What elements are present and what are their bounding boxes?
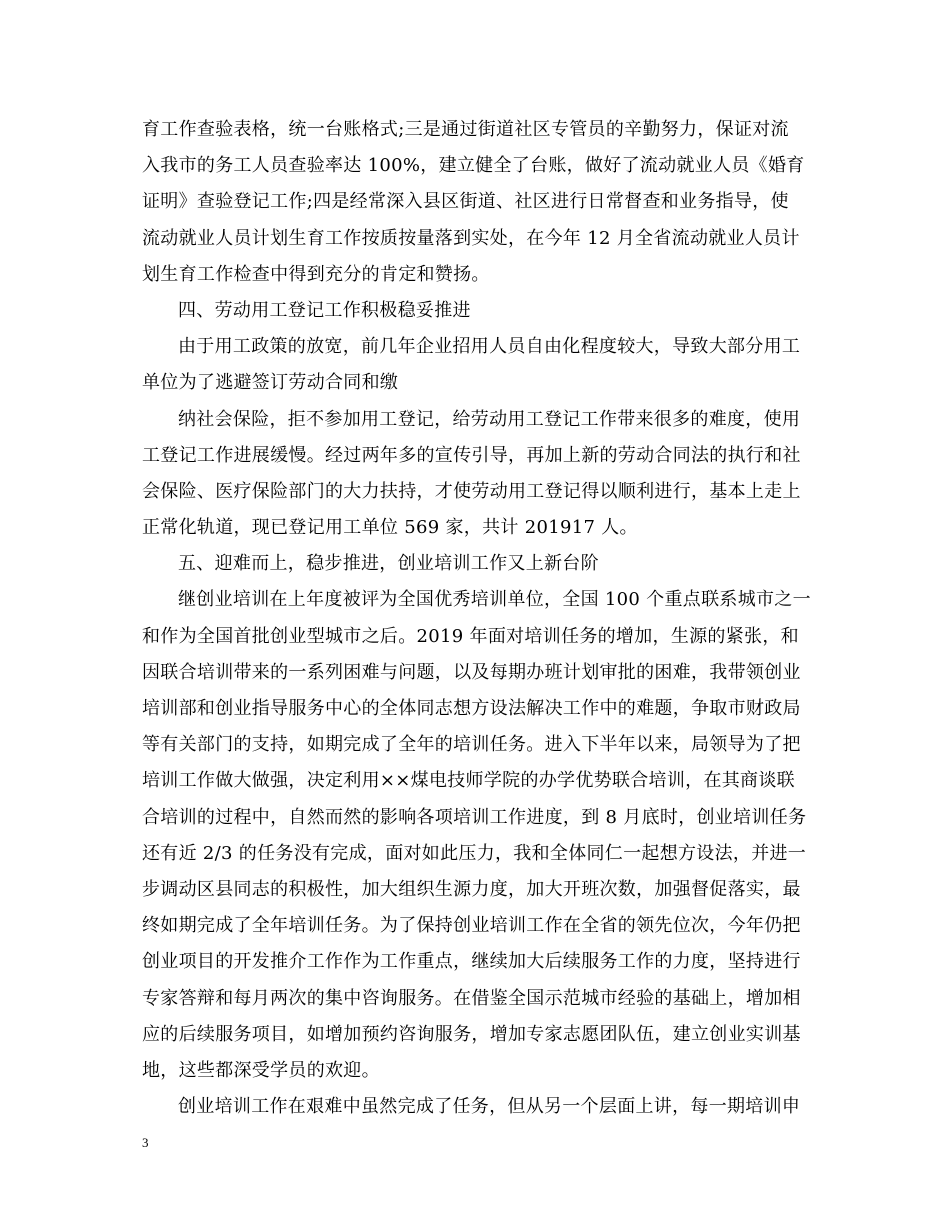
text-line: 培训工作做大做强，决定利用××煤电技师学院的办学优势联合培训，在其商谈联 [142,770,795,792]
text-line: 步调动区县同志的积极性，加大组织生源力度，加大开班次数，加强督促落实，最 [142,878,801,900]
page-number: 3 [142,1135,149,1150]
text-line: 继创业培训在上年度被评为全国优秀培训单位，全国 100 个重点联系城市之一 [178,589,811,611]
text-line: 证明》查验登记工作;四是经常深入县区街道、社区进行日常督查和业务指导，使 [142,191,789,213]
text-line: 创业培训工作在艰难中虽然完成了任务，但从另一个层面上讲，每一期培训申 [178,1096,801,1118]
text-line: 由于用工政策的放宽，前几年企业招用人员自由化程度较大，导致大部分用工 [178,336,801,358]
text-line: 创业项目的开发推介工作作为工作重点，继续加大后续服务工作的力度，坚持进行 [142,951,801,973]
text-line: 地，这些都深受学员的欢迎。 [142,1059,380,1081]
text-line: 划生育工作检查中得到充分的肯定和赞扬。 [142,263,490,285]
body-text [142,112,814,1125]
text-line: 入我市的务工人员查验率达 100%，建立健全了台账，做好了流动就业人员《婚育 [142,155,805,177]
text-line: 等有关部门的支持，如期完成了全年的培训任务。进入下半年以来，局领导为了把 [142,734,801,756]
text-line: 正常化轨道，现已登记用工单位 569 家，共计 201917 人。 [142,517,638,539]
text-line: 育工作查验表格，统一台账格式;三是通过街道社区专管员的辛勤努力，保证对流 [142,119,789,140]
text-line: 应的后续服务项目，如增加预约咨询服务，增加专家志愿团队伍，建立创业实训基 [142,1023,801,1045]
text-line: 流动就业人员计划生育工作按质按量落到实处，在今年 12 月全省流动就业人员计 [142,227,800,249]
text-line: 纳社会保险，拒不参加用工登记，给劳动用工登记工作带来很多的难度，使用 [178,408,801,430]
text-line: 单位为了逃避签订劳动合同和缴 [142,372,399,394]
text-line: 终如期完成了全年培训任务。为了保持创业培训工作在全省的领先位次，今年仍把 [142,915,801,937]
text-line: 还有近 2/3 的任务没有完成，面对如此压力，我和全体同仁一起想方设法，并进一 [142,842,807,864]
text-line: 专家答辩和每月两次的集中咨询服务。在借鉴全国示范城市经验的基础上，增加相 [142,987,801,1009]
text-line: 培训部和创业指导服务中心的全体同志想方设法解决工作中的难题，争取市财政局 [142,698,801,719]
text-line: 和作为全国首批创业型城市之后。2019 年面对培训任务的增加，生源的紧张，和 [142,625,799,647]
text-line: 工登记工作进展缓慢。经过两年多的宣传引导，再加上新的劳动合同法的执行和社 [142,444,801,466]
text-line: 因联合培训带来的一系列困难与问题，以及每期办班计划审批的困难，我带领创业 [142,661,801,683]
text-line: 会保险、医疗保险部门的大力扶持，才使劳动用工登记得以顺利进行，基本上走上 [142,480,801,502]
section-heading: 五、迎难而上，稳步推进，创业培训工作又上新台阶 [178,553,599,575]
section-heading: 四、劳动用工登记工作积极稳妥推进 [178,299,471,321]
text-line: 合培训的过程中，自然而然的影响各项培训工作进度，到 8 月底时，创业培训任务 [142,806,807,828]
